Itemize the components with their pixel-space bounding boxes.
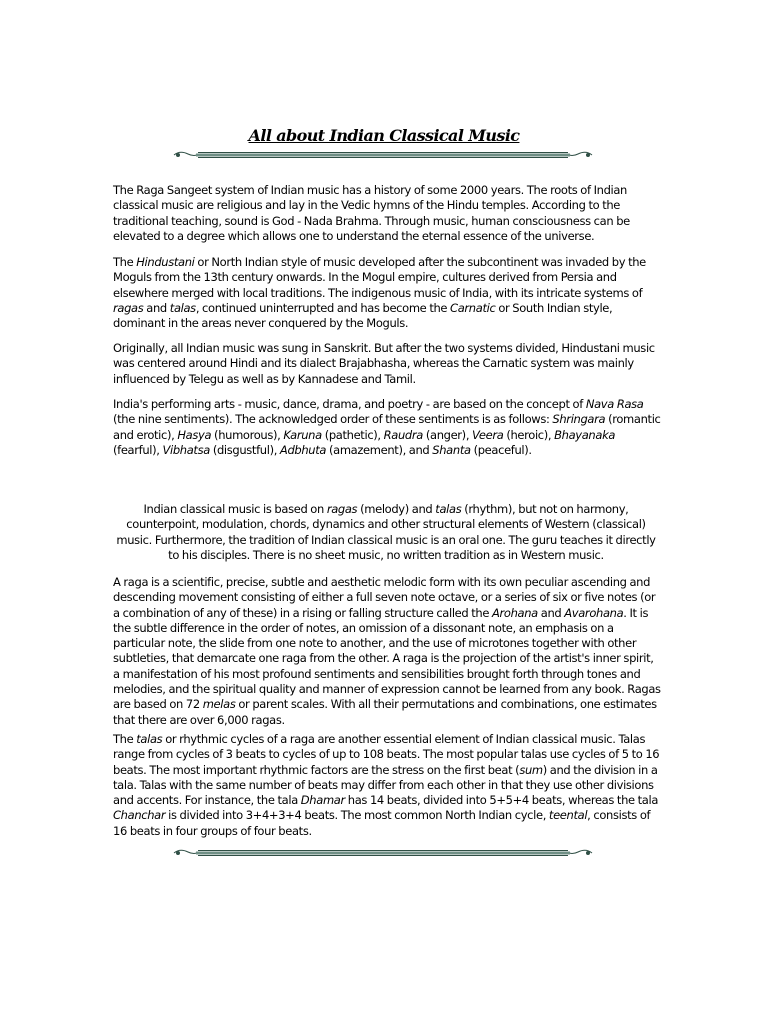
italic-term: Veera <box>472 427 504 442</box>
text-run: The <box>113 255 137 269</box>
text-run: The Raga Sangeet system of Indian music has a history of some 2000 years. The roots of Indian classical music are religious and lay in the Vedic hymns of the Hindu temples. According to the traditional teaching, sound is God - Nada Brahma. Through music, human consciousness can be elevated to a degree which allows one to understand the eternal essence of the universe. <box>113 183 630 243</box>
italic-term: teental <box>548 808 588 823</box>
italic-term: ragas <box>113 300 144 315</box>
document-title: All about Indian Classical Music <box>248 126 520 145</box>
text-run: or North Indian style of music developed after the subcontinent was invaded by the Moguls from the 13th century onwards. In the Mogul empire, cultures derived from Persia and elsewhere merged with local traditions. The indigenous music of India, with its intricate systems of <box>113 255 646 300</box>
text-run: (disgustful), <box>209 442 280 457</box>
text-run: ) and the division in a tala. Talas with the same number of beats may differ from each other in that they use other divisions and accents. For instance, the tala <box>113 762 658 808</box>
paragraph-raga-definition <box>113 575 661 728</box>
text-run: (anger), <box>422 427 473 442</box>
text-run: (rhythm), but not on harmony, counterpoint, modulation, chords, dynamics and other structural elements of Western (classical) music. Furthermore, the tradition of Indian classical music is an oral one. The guru teaches it directly to his disciples. There is no sheet music, no written tradition as in Western music. <box>116 502 656 562</box>
italic-term: Shanta <box>432 442 471 457</box>
text-run: (the nine sentiments). The acknowledged order of these sentiments is as follows: <box>113 412 553 427</box>
italic-term: sum <box>519 762 543 777</box>
paragraph-talas <box>113 732 661 839</box>
italic-term: talas <box>136 732 163 746</box>
italic-term: Avarohana <box>564 605 624 620</box>
text-run: and <box>143 300 170 315</box>
paragraph-hindustani <box>113 255 661 331</box>
italic-term: talas <box>169 300 196 315</box>
text-run: (fearful), <box>113 442 163 457</box>
text-run: A raga is a scientific, precise, subtle and aesthetic melodic form with its own peculiar ascending and descending movement consisting of either a full seven note octave, or a series of six or five notes (or a combination of any of these) in a rising or falling structure called the <box>113 575 656 620</box>
text-run: (heroic), <box>503 427 555 442</box>
italic-term: Dhamar <box>300 793 345 808</box>
text-run: Originally, all Indian music was sung in Sanskrit. But after the two systems divided, Hindustani music was centered around Hindi and its dialect Brajabhasha, whereas the Carnatic system was mainly influenced by Telegu as well as by Kannadese and Tamil. <box>113 341 655 386</box>
italic-term: Bhayanaka <box>554 427 616 442</box>
text-run: The <box>113 732 137 746</box>
italic-term: Raudra <box>383 427 423 442</box>
text-run: (peaceful). <box>470 442 532 457</box>
text-run: or parent scales. With all their permutations and combinations, one estimates that there are over 6,000 ragas. <box>113 697 657 727</box>
text-run: , continued uninterrupted and has become the <box>195 300 451 315</box>
ornamental-divider-bottom <box>172 846 594 860</box>
italic-term: Arohana <box>492 605 538 620</box>
italic-term: ragas <box>326 502 358 516</box>
text-run: (romantic and erotic), <box>113 412 661 442</box>
italic-term: Chanchar <box>113 808 166 823</box>
italic-term: Carnatic <box>450 300 496 315</box>
text-run: (amazement), and <box>326 442 433 457</box>
text-run: Indian classical music is based on <box>143 502 327 516</box>
italic-term: melas <box>202 697 236 712</box>
italic-term: talas <box>435 502 462 516</box>
italic-term: Karuna <box>283 427 322 442</box>
paragraph-ragas-talas <box>116 502 656 563</box>
paragraph-nava-rasa <box>113 397 661 458</box>
text-run: or South Indian style, dominant in the areas never conquered by the Moguls. <box>113 300 613 331</box>
text-run: . It is the subtle difference in the order of notes, an omission of a dissonant note, an emphasis on a particular note, the slide from one note to another, and the use of microtones together with other subtleties, that demarcate one raga from the other. A raga is the projection of the artist's inner spirit, a manifestation of his most profound sentiments and sensibilities brought forth through tones and melodies, and the spiritual quality and manner of expression cannot be learned from any book. Ragas are based on 72 <box>113 605 661 712</box>
ornamental-divider-top <box>172 148 594 162</box>
italic-term: Hasya <box>177 427 212 442</box>
text-run: is divided into 3+4+3+4 beats. The most common North Indian cycle, <box>165 808 549 823</box>
italic-term: Nava Rasa <box>585 397 644 411</box>
italic-term: Hindustani <box>136 255 195 269</box>
paragraph-raga-sangeet <box>113 183 661 244</box>
text-run: or rhythmic cycles of a raga are another essential element of Indian classical music. Talas range from cycles of 3 beats to cycles of up to 108 beats. The most popular talas use cycles of 5 to 16 beats. The most important rhythmic factors are the stress on the first beat ( <box>113 732 660 777</box>
paragraph-sanskrit <box>113 341 661 387</box>
text-run: and <box>537 605 565 620</box>
italic-term: Shringara <box>552 412 606 427</box>
italic-term: Vibhatsa <box>162 442 210 457</box>
text-run: (humorous), <box>211 427 284 442</box>
text-run: (pathetic), <box>321 427 384 442</box>
text-run: India's performing arts - music, dance, drama, and poetry - are based on the concept of <box>113 397 586 411</box>
text-run: has 14 beats, divided into 5+5+4 beats, whereas the tala <box>344 793 659 808</box>
text-run: , consists of 16 beats in four groups of four beats. <box>113 808 651 838</box>
text-run: (melody) and <box>357 502 436 516</box>
italic-term: Adbhuta <box>279 442 327 457</box>
